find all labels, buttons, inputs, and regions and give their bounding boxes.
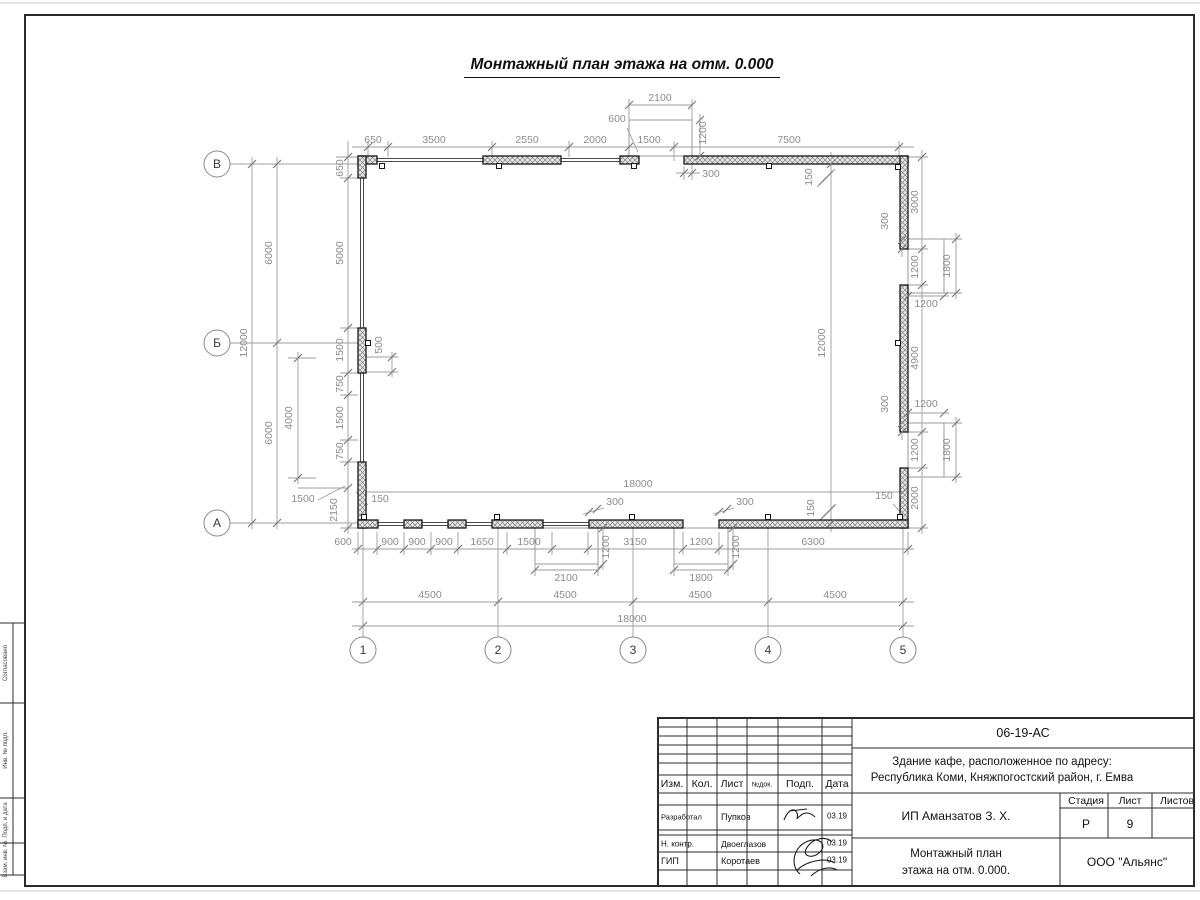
dim-label: 6300 [801, 536, 825, 548]
dim-label: 4500 [823, 589, 847, 601]
dimension-lines [230, 99, 962, 637]
role-0: Разработал [661, 812, 702, 822]
dim-label: 150 [803, 168, 815, 186]
dim-label: 3000 [909, 190, 921, 214]
date-1: 03.19 [826, 838, 848, 848]
col-podp: Подп. [786, 778, 814, 790]
dim-label: 650 [364, 134, 382, 146]
col-kol: Кол. [691, 778, 713, 790]
axis-label: А [212, 516, 222, 530]
dim-label: 2150 [328, 498, 340, 522]
sheet-label: Лист [1118, 795, 1142, 807]
dim-label: 4500 [418, 589, 442, 601]
dim-label: 750 [334, 442, 346, 460]
dim-label: 300 [879, 395, 891, 413]
axis-label: 2 [494, 643, 502, 657]
dim-label: 900 [408, 536, 426, 548]
axis-label: 3 [629, 643, 637, 657]
strip-cell-3: Взам. инв. № [3, 840, 9, 878]
customer: ИП Аманзатов З. Х. [901, 809, 1011, 823]
role-1: Н. контр. [661, 839, 695, 849]
dim-label: 500 [373, 336, 385, 354]
dim-label: 2100 [554, 572, 578, 584]
axis-bubbles [204, 151, 916, 663]
dim-label: 12000 [238, 328, 250, 358]
page-title: Монтажный план этажа на отм. 0.000 [44, 56, 1200, 78]
dim-label: 5000 [334, 241, 346, 265]
col-list: Лист [720, 778, 744, 790]
dim-label: 600 [334, 536, 352, 548]
dim-label: 650 [334, 159, 346, 177]
dim-label: 150 [875, 490, 893, 502]
name-1: Двоеглазов [721, 839, 767, 849]
dim-label: 3150 [623, 536, 647, 548]
dim-label: 1200 [909, 438, 921, 462]
dim-label: 1650 [470, 536, 494, 548]
dim-label: 150 [371, 493, 389, 505]
axis-label: 4 [764, 643, 772, 657]
dim-label: 900 [435, 536, 453, 548]
name-2: Коротаев [721, 856, 760, 866]
dim-label: 2000 [583, 134, 607, 146]
dim-label: 18000 [623, 478, 653, 490]
axis-label: В [212, 157, 222, 171]
window-lines [361, 159, 621, 526]
dim-label: 1800 [941, 254, 953, 278]
signature-scribble [784, 809, 815, 820]
dim-label: 300 [702, 168, 720, 180]
dim-label: 3500 [422, 134, 446, 146]
stage-value: Р [1081, 817, 1091, 831]
dim-label: 1200 [697, 121, 709, 145]
dim-label: 300 [736, 496, 754, 508]
dim-label: 2000 [909, 486, 921, 510]
axis-label: Б [213, 336, 221, 350]
dim-label: 900 [381, 536, 399, 548]
col-ndoc: №док. [751, 781, 773, 789]
axis-label: 1 [359, 643, 367, 657]
dim-label: 750 [334, 375, 346, 393]
dim-label: 6000 [263, 421, 275, 445]
object-name-line1: Здание кафе, расположенное по адресу: [892, 756, 1112, 768]
dim-label: 1800 [689, 572, 713, 584]
role-2: ГИП [661, 856, 679, 866]
dim-label: 1200 [730, 535, 742, 559]
strip-cell-2: Подп. и дата [3, 802, 9, 838]
dim-label: 1200 [914, 398, 938, 410]
dim-label: 1500 [334, 406, 346, 430]
dim-label: 1200 [689, 536, 713, 548]
dim-label: 1500 [291, 493, 315, 505]
dim-label: 4000 [283, 406, 295, 430]
strip-cell-0: Согласовано [3, 644, 9, 682]
dim-label: 4500 [688, 589, 712, 601]
dim-label: 18000 [617, 613, 647, 625]
doc-code: 06-19-АС [996, 726, 1050, 740]
dim-label: 1500 [517, 536, 541, 548]
object-name-line2: Республика Коми, Княжпогостский район, г. Емва [870, 772, 1134, 784]
stage-label: Стадия [1068, 795, 1104, 807]
sheets-label: Листов [1159, 795, 1195, 807]
dim-label: 150 [805, 499, 817, 517]
dim-label: 600 [608, 113, 626, 125]
dim-label: 2100 [648, 92, 672, 104]
dim-label: 2550 [515, 134, 539, 146]
dimension-labels [238, 92, 953, 625]
organization: ООО "Альянс" [1086, 855, 1168, 869]
doc-title-line1: Монтажный план [910, 848, 1002, 860]
axis-label: 5 [899, 643, 907, 657]
dim-label: 7500 [777, 134, 801, 146]
col-izm: Изм. [660, 778, 684, 790]
date-0: 03.19 [826, 811, 848, 821]
dim-label: 12000 [816, 328, 828, 358]
strip-cell-1: Инв. № подл. [3, 731, 9, 769]
dim-label: 1500 [637, 134, 661, 146]
dim-label: 1200 [909, 255, 921, 279]
dim-label: 4500 [553, 589, 577, 601]
dim-label: 300 [606, 496, 624, 508]
sheet-value: 9 [1126, 817, 1134, 831]
dim-label: 1200 [600, 535, 612, 559]
dim-label: 6000 [263, 241, 275, 265]
date-2: 03.19 [826, 855, 848, 865]
dim-label: 4900 [909, 346, 921, 370]
dim-label: 1200 [914, 298, 938, 310]
doc-title-line2: этажа на отм. 0.000. [901, 865, 1011, 877]
name-0: Пупков [721, 812, 751, 822]
dim-label: 1800 [941, 438, 953, 462]
dim-label: 300 [879, 212, 891, 230]
dim-label: 1500 [334, 338, 346, 362]
col-data: Дата [825, 778, 849, 790]
